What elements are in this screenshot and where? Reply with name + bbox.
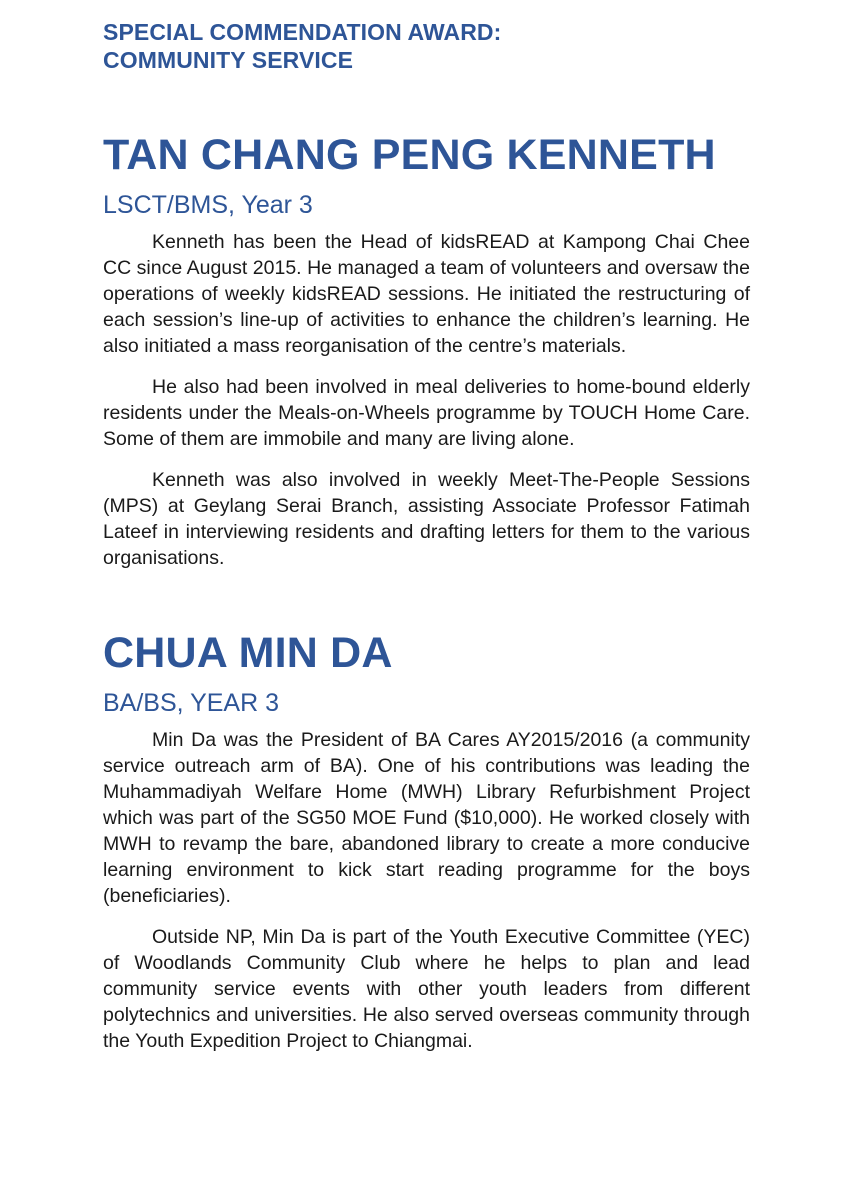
award-title-line-1: SPECIAL COMMENDATION AWARD:	[103, 19, 502, 45]
award-title-line-2: COMMUNITY SERVICE	[103, 47, 354, 73]
recipient-program: BA/BS, YEAR 3	[103, 689, 280, 717]
recipient-paragraph: Outside NP, Min Da is part of the Youth Executive Committee (YEC) of Woodlands Community Club where he helps to plan and lead community service events with other youth leaders from different polytechnics and universities. He also served overseas community through the Youth Expedition Project to Chiangmai.	[103, 926, 750, 1052]
recipient-name: CHUA MIN DA	[103, 629, 393, 677]
document-page	[103, 18, 750, 1054]
recipient-section-2	[103, 628, 750, 1054]
recipient-program: LSCT/BMS, Year 3	[103, 191, 313, 219]
recipient-name: TAN CHANG PENG KENNETH	[103, 131, 716, 179]
recipient-paragraph: Min Da was the President of BA Cares AY2015/2016 (a community service outreach arm of BA). One of his contributions was leading the Muhammadiyah Welfare Home (MWH) Library Refurbishment Project which was part of the SG50 MOE Fund ($10,000). He worked closely with MWH to revamp the bare, abandoned library to create a more conducive learning environment to kick start reading programme for the boys (beneficiaries).	[103, 729, 750, 907]
award-title	[103, 18, 750, 74]
recipient-paragraph: Kenneth has been the Head of kidsREAD at Kampong Chai Chee CC since August 2015. He managed a team of volunteers and oversaw the operations of weekly kidsREAD sessions. He initiated the restructuring of each session’s line-up of activities to enhance the children’s learning. He also initiated a mass reorganisation of the centre’s materials.	[103, 231, 750, 357]
recipient-section-1	[103, 130, 750, 571]
recipient-paragraph: He also had been involved in meal deliveries to home-bound elderly residents under the Meals-on-Wheels programme by TOUCH Home Care. Some of them are immobile and many are living alone.	[103, 376, 750, 450]
recipient-paragraph: Kenneth was also involved in weekly Meet-The-People Sessions (MPS) at Geylang Serai Branch, assisting Associate Professor Fatimah Lateef in interviewing residents and drafting letters for them to the various organisations.	[103, 469, 750, 569]
